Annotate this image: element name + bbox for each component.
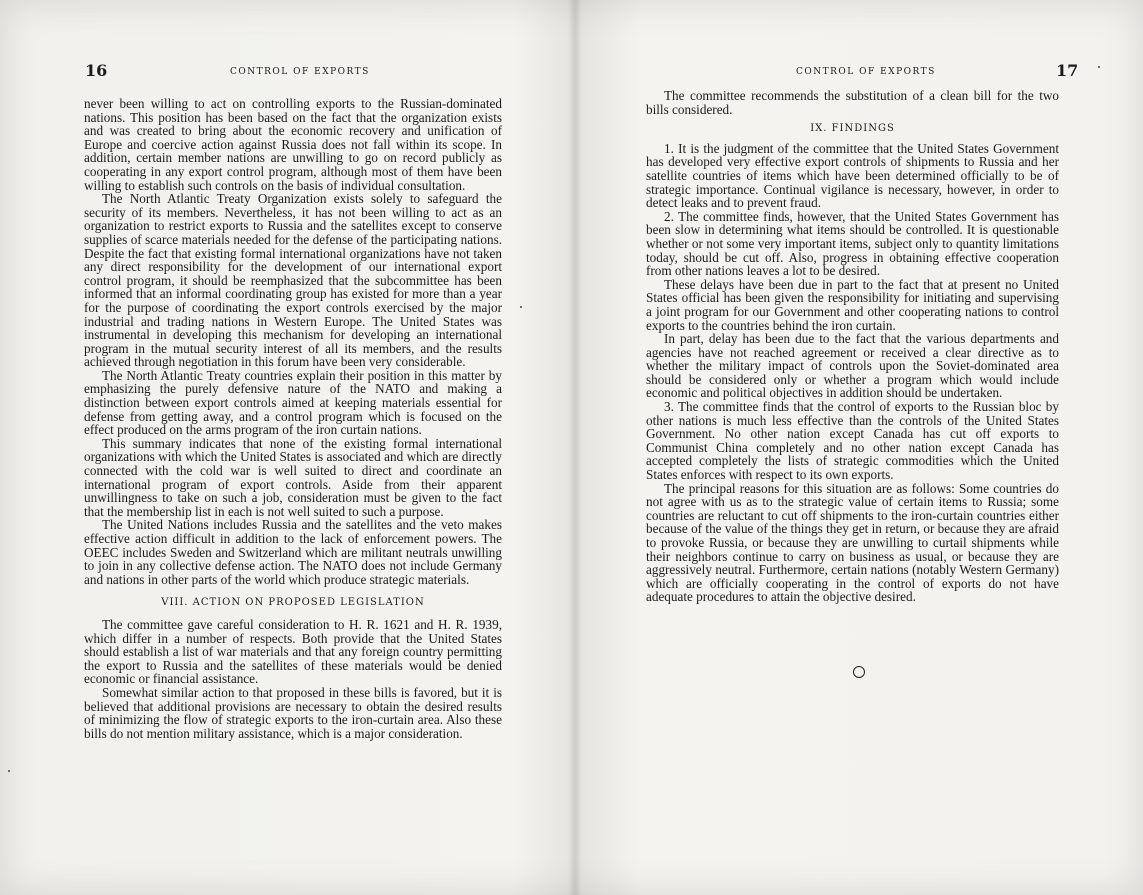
paper-speck <box>520 306 522 308</box>
left-page-body <box>84 97 502 740</box>
paper-speck <box>1098 66 1100 68</box>
paragraph: The North Atlantic Treaty Organization exists solely to safeguard the security of its members. Nevertheless, it has not been willing to act as an organization to restrict exports to Russia and the satellites except to conserve supplies of scarce materials needed for the defense of the participating nations. Despite the fact that existing formal international organizations have not taken any direct responsibility for the development of our international export control program, it should be reemphasized that the subcommittee has been informed that an informal coordinating group has existed for more than a year for the purpose of coordinating the export controls exercised by the major industrial and trading nations in Western Europe. The United States was instrumental in developing this mechanism for developing an international program in the mutual security interest of all its members, and the results achieved through negotiation in this forum have been very considerable. <box>84 191 502 370</box>
section-heading: IX. FINDINGS <box>810 123 895 135</box>
page-number: 17 <box>1056 61 1079 80</box>
left-page <box>0 0 568 895</box>
paragraph: Somewhat similar action to that proposed in these bills is favored, but it is believed that additional provisions are necessary to obtain the desired results of minimizing the flow of strategic exports to the iron-curtain area. Also these bills do not mention military assistance, which is a major consideration. <box>84 684 502 741</box>
paragraph: In part, delay has been due to the fact that the various departments and agencies have not reached agreement or received a clear directive as to whether the military impact of controls upon the Soviet-dominated area should be considered only or whether a program which would include economic and political objectives in addition should be undertaken. <box>646 331 1059 401</box>
paragraph: 1. It is the judgment of the committee that the United States Government has developed very effective export controls of shipments to Russia and her satellite countries of items which have been determined officially to be of strategic importance. Continual vigilance is necessary, however, in order to detect leaks and to prevent fraud. <box>646 140 1059 211</box>
running-head: CONTROL OF EXPORTS <box>796 67 936 77</box>
paragraph: The United Nations includes Russia and the satellites and the veto makes effective action difficult in addition to the lack of enforcement powers. The OEEC includes Sweden and Switzerland which are militant neutrals unwilling to join in any collective defense action. The NATO does not include Germany and nations in other parts of the world which produce strategic materials. <box>84 517 502 587</box>
paragraph: never been willing to act on controlling exports to the Russian-dominated nations. This position has been based on the fact that the organization exists and was created to bring about the economic recovery and unification of Europe and coercive action against Russia does not fall within its scope. In addition, certain member nations are unwilling to go on record publicly as cooperating in any export control program, although most of them have been willing to establish such controls on the basis of individual consultation. <box>84 96 502 193</box>
paper-speck <box>8 770 10 772</box>
paragraph: These delays have been due in part to the fact that at present no United States official has been given the responsibility for initiating and supervising a joint program for our Government and other cooperating nations to control exports to the countries behind the iron curtain. <box>646 276 1059 333</box>
right-page-header <box>582 61 1143 83</box>
page-number: 16 <box>85 61 108 80</box>
section-heading: VIII. ACTION ON PROPOSED LEGISLATION <box>161 597 425 609</box>
paragraph: The committee gave careful consideration to H. R. 1621 and H. R. 1939, which differ in a number of respects. Both provide that the United States should establish a list of war materials and that any foreign country permitting the export to Russia and the satellites of these materials would be denied economic or financial assistance. <box>84 616 502 687</box>
paragraph: The principal reasons for this situation are as follows: Some countries do not agree with us as to the strategic value of certain items to Russia; some countries are reluctant to cut off shipments to the iron-curtain countries either because of the value of the things they get in return, or because they are afraid to provoke Russia, or because they are unwilling to curtail shipments while their neighbors continue to carry on business as usual, or because they are aggressively neutral. Furthermore, certain nations (notably Western Germany) which are officially cooperating in the control of exports do not have adequate procedures to attain the objective desired. <box>646 480 1059 605</box>
right-page-body <box>646 89 1059 604</box>
paragraph: This summary indicates that none of the existing formal international organizations with which the United States is associated and which are directly connected with the cold war is well suited to direct and coordinate an international program of export controls. Aside from their apparent unwillingness to take on such a job, consideration must be given to the fact that the membership list in each is not well suited to such a purpose. <box>84 435 502 519</box>
paragraph: The committee recommends the substitution of a clean bill for the two bills considered. <box>646 88 1059 117</box>
page-gutter <box>568 0 582 895</box>
paragraph: 2. The committee finds, however, that the United States Government has been slow in determining what items should be controlled. It is questionable whether or not some very important items, subject only to quantity limitations today, should be cut off. Also, progress in obtaining effective cooperation from other nations leaves a lot to be desired. <box>646 208 1059 279</box>
end-mark-circle-icon <box>853 666 865 678</box>
left-page-header <box>0 61 568 83</box>
paragraph: The North Atlantic Treaty countries explain their position in this matter by emphasizing the purely defensive nature of the NATO and making a distinction between export controls aimed at keeping materials essential for defense from getting away, and a control program which is focused on the effect produced on the arms program of the iron curtain nations. <box>84 367 502 438</box>
running-head: CONTROL OF EXPORTS <box>230 67 370 77</box>
paragraph: 3. The committee finds that the control of exports to the Russian bloc by other nations is much less effective than the controls of the United States Government. No other nation except Canada has cut off exports to Communist China completely and no other nation except Canada has accepted completely the lists of strategic commodities which the United States enforces with respect to its own exports. <box>646 399 1059 483</box>
right-page <box>582 0 1143 895</box>
